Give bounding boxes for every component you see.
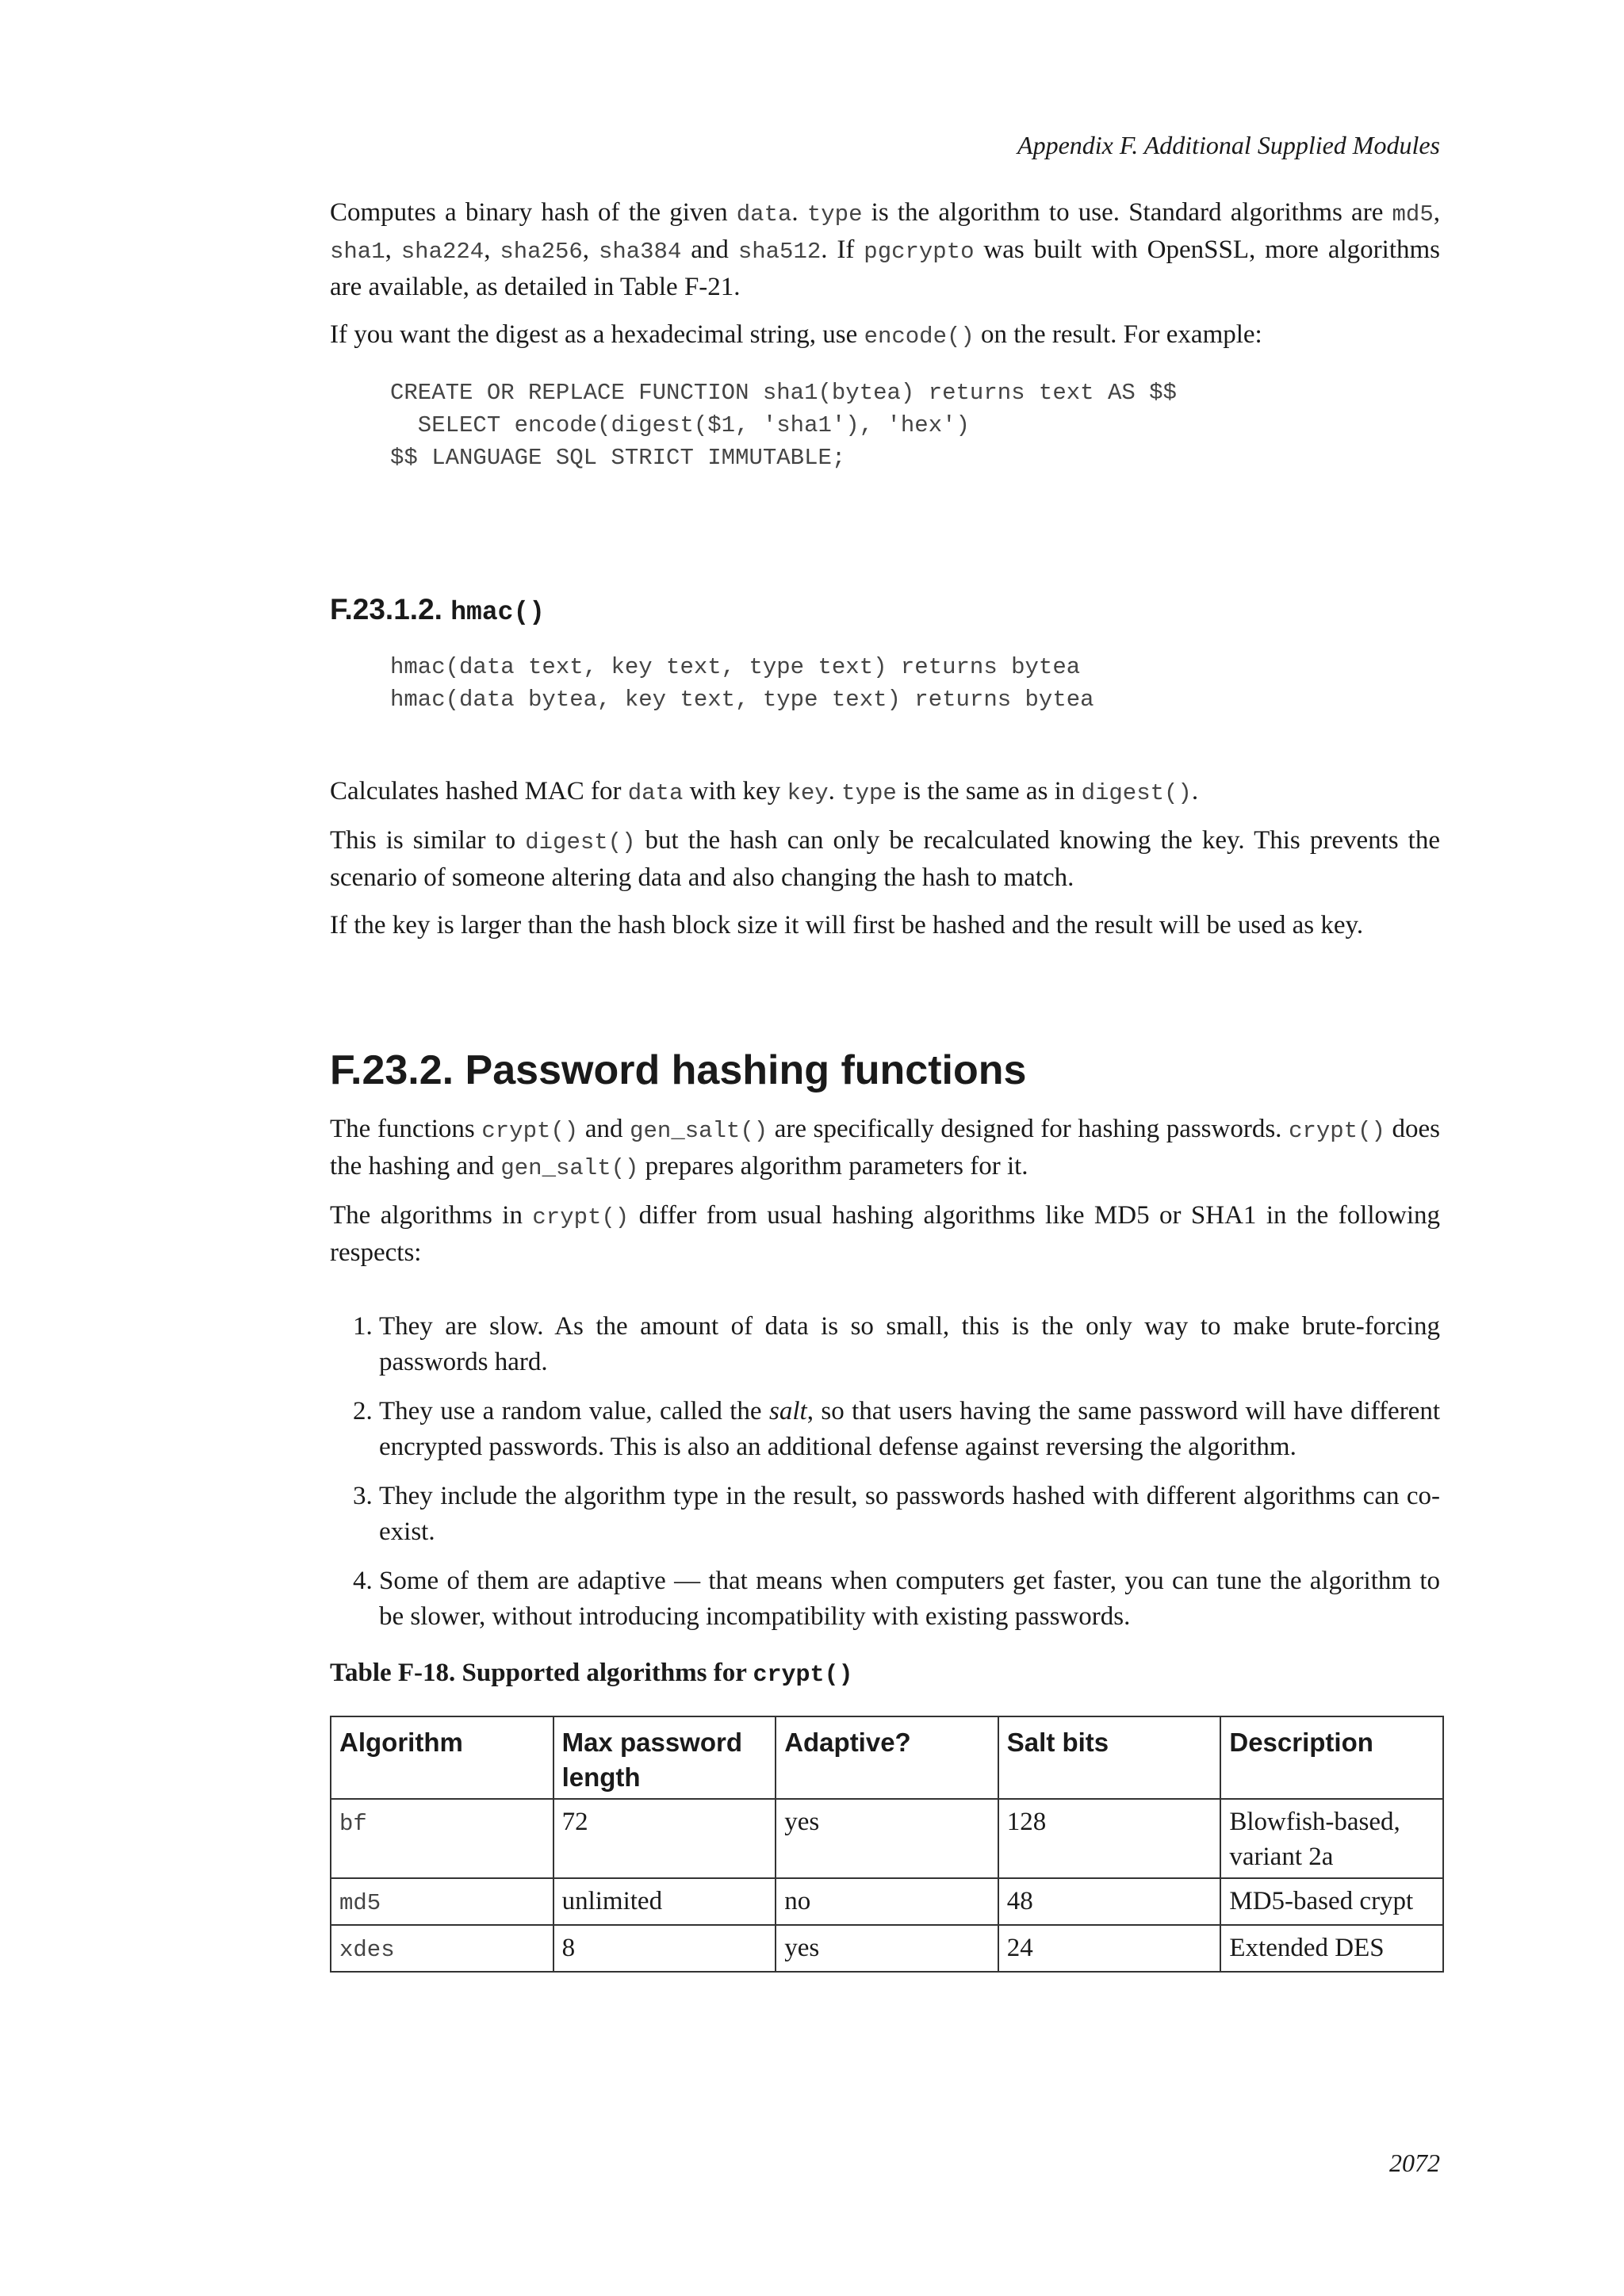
table-row	[331, 1799, 1443, 1878]
table-cell: MD5-based crypt	[1220, 1878, 1443, 1925]
table-header-row	[331, 1716, 1443, 1799]
running-head: Appendix F. Additional Supplied Modules	[1017, 131, 1440, 159]
hmac-paragraph-2: This is similar to digest() but the hash can only be recalculated knowing the key. This prevents the scenario of someone altering data and also changing the hash to match.	[330, 826, 1440, 892]
table-cell: 48	[998, 1878, 1221, 1925]
list-item: 1. They are slow. As the amount of data is so small, this is the only way to make brute-forcing passwords hard.	[379, 1309, 1440, 1380]
code-data: data	[736, 201, 792, 228]
table-cell: bf	[331, 1799, 553, 1878]
hmac-paragraph-1: Calculates hashed MAC for data with key key. type is the same as in digest().	[330, 777, 1199, 806]
list-item: 4. Some of them are adaptive — that means when computers get faster, you can tune the algorithm to be slower, without introducing incompatibility with existing passwords.	[379, 1563, 1440, 1635]
table-cell: yes	[776, 1799, 998, 1878]
digest-desc-paragraph-1: Computes a binary hash of the given data. type is the algorithm to use. Standard algorithms are md5, sha1, sha224, sha256, sha384 and sha512. If pgcrypto was built with OpenSSL, more algorithms are available, as detailed in Table F-21.	[330, 198, 1441, 301]
table-cell: xdes	[331, 1925, 553, 1972]
password-paragraph-1: The functions crypt() and gen_salt() are specifically designed for hashing passwords. crypt() does the hashing and gen_salt() prepares algorithm parameters for it.	[330, 1115, 1441, 1181]
password-paragraph-2: The algorithms in crypt() differ from usual hashing algorithms like MD5 or SHA1 in the following respects:	[330, 1201, 1440, 1267]
column-header: Salt bits	[998, 1716, 1221, 1799]
page-body	[330, 119, 1440, 1973]
column-header: Max password length	[553, 1716, 776, 1799]
table-cell: 8	[553, 1925, 776, 1972]
column-header: Adaptive?	[776, 1716, 998, 1799]
table-row	[331, 1925, 1443, 1972]
table-cell: unlimited	[553, 1878, 776, 1925]
table-cell: Blowfish-based, variant 2a	[1220, 1799, 1443, 1878]
hmac-section-heading: F.23.1.2. hmac()	[330, 593, 546, 627]
list-item: 3. They include the algorithm type in the result, so passwords hashed with different algorithms can co-exist.	[379, 1479, 1440, 1550]
password-section-heading: F.23.2. Password hashing functions	[330, 1047, 1027, 1093]
password-differences-list	[330, 1309, 1440, 1635]
hmac-synopsis: hmac(data text, key text, type text) returns bytea hmac(data bytea, key text, type text) returns bytea	[390, 654, 1094, 713]
hmac-paragraph-3: If the key is larger than the hash block size it will first be hashed and the result will be used as key.	[330, 911, 1364, 939]
table-cell: yes	[776, 1925, 998, 1972]
code-type: type	[806, 201, 863, 228]
table-cell: 72	[553, 1799, 776, 1878]
code-example: CREATE OR REPLACE FUNCTION sha1(bytea) returns text AS $$ SELECT encode(digest($1, 'sha1'), 'hex') $$ LANGUAGE SQL STRICT IMMUTABLE;	[390, 380, 1177, 471]
table-cell: 24	[998, 1925, 1221, 1972]
table-cell: Extended DES	[1220, 1925, 1443, 1972]
table-row	[331, 1878, 1443, 1925]
list-item: 2. They use a random value, called the salt, so that users having the same password will have different encrypted passwords. This is also an additional defense against reversing the algorithm.	[379, 1394, 1440, 1465]
crypt-algorithms-table	[330, 1716, 1444, 1973]
column-header: Description	[1220, 1716, 1443, 1799]
digest-desc-paragraph-2: If you want the digest as a hexadecimal string, use encode() on the result. For example:	[330, 320, 1262, 350]
column-header: Algorithm	[331, 1716, 553, 1799]
table-caption: Table F-18. Supported algorithms for crypt()	[330, 1659, 853, 1689]
table-cell: 128	[998, 1799, 1221, 1878]
page-number: 2072	[1389, 2149, 1440, 2177]
table-cell: no	[776, 1878, 998, 1925]
table-cell: md5	[331, 1878, 553, 1925]
